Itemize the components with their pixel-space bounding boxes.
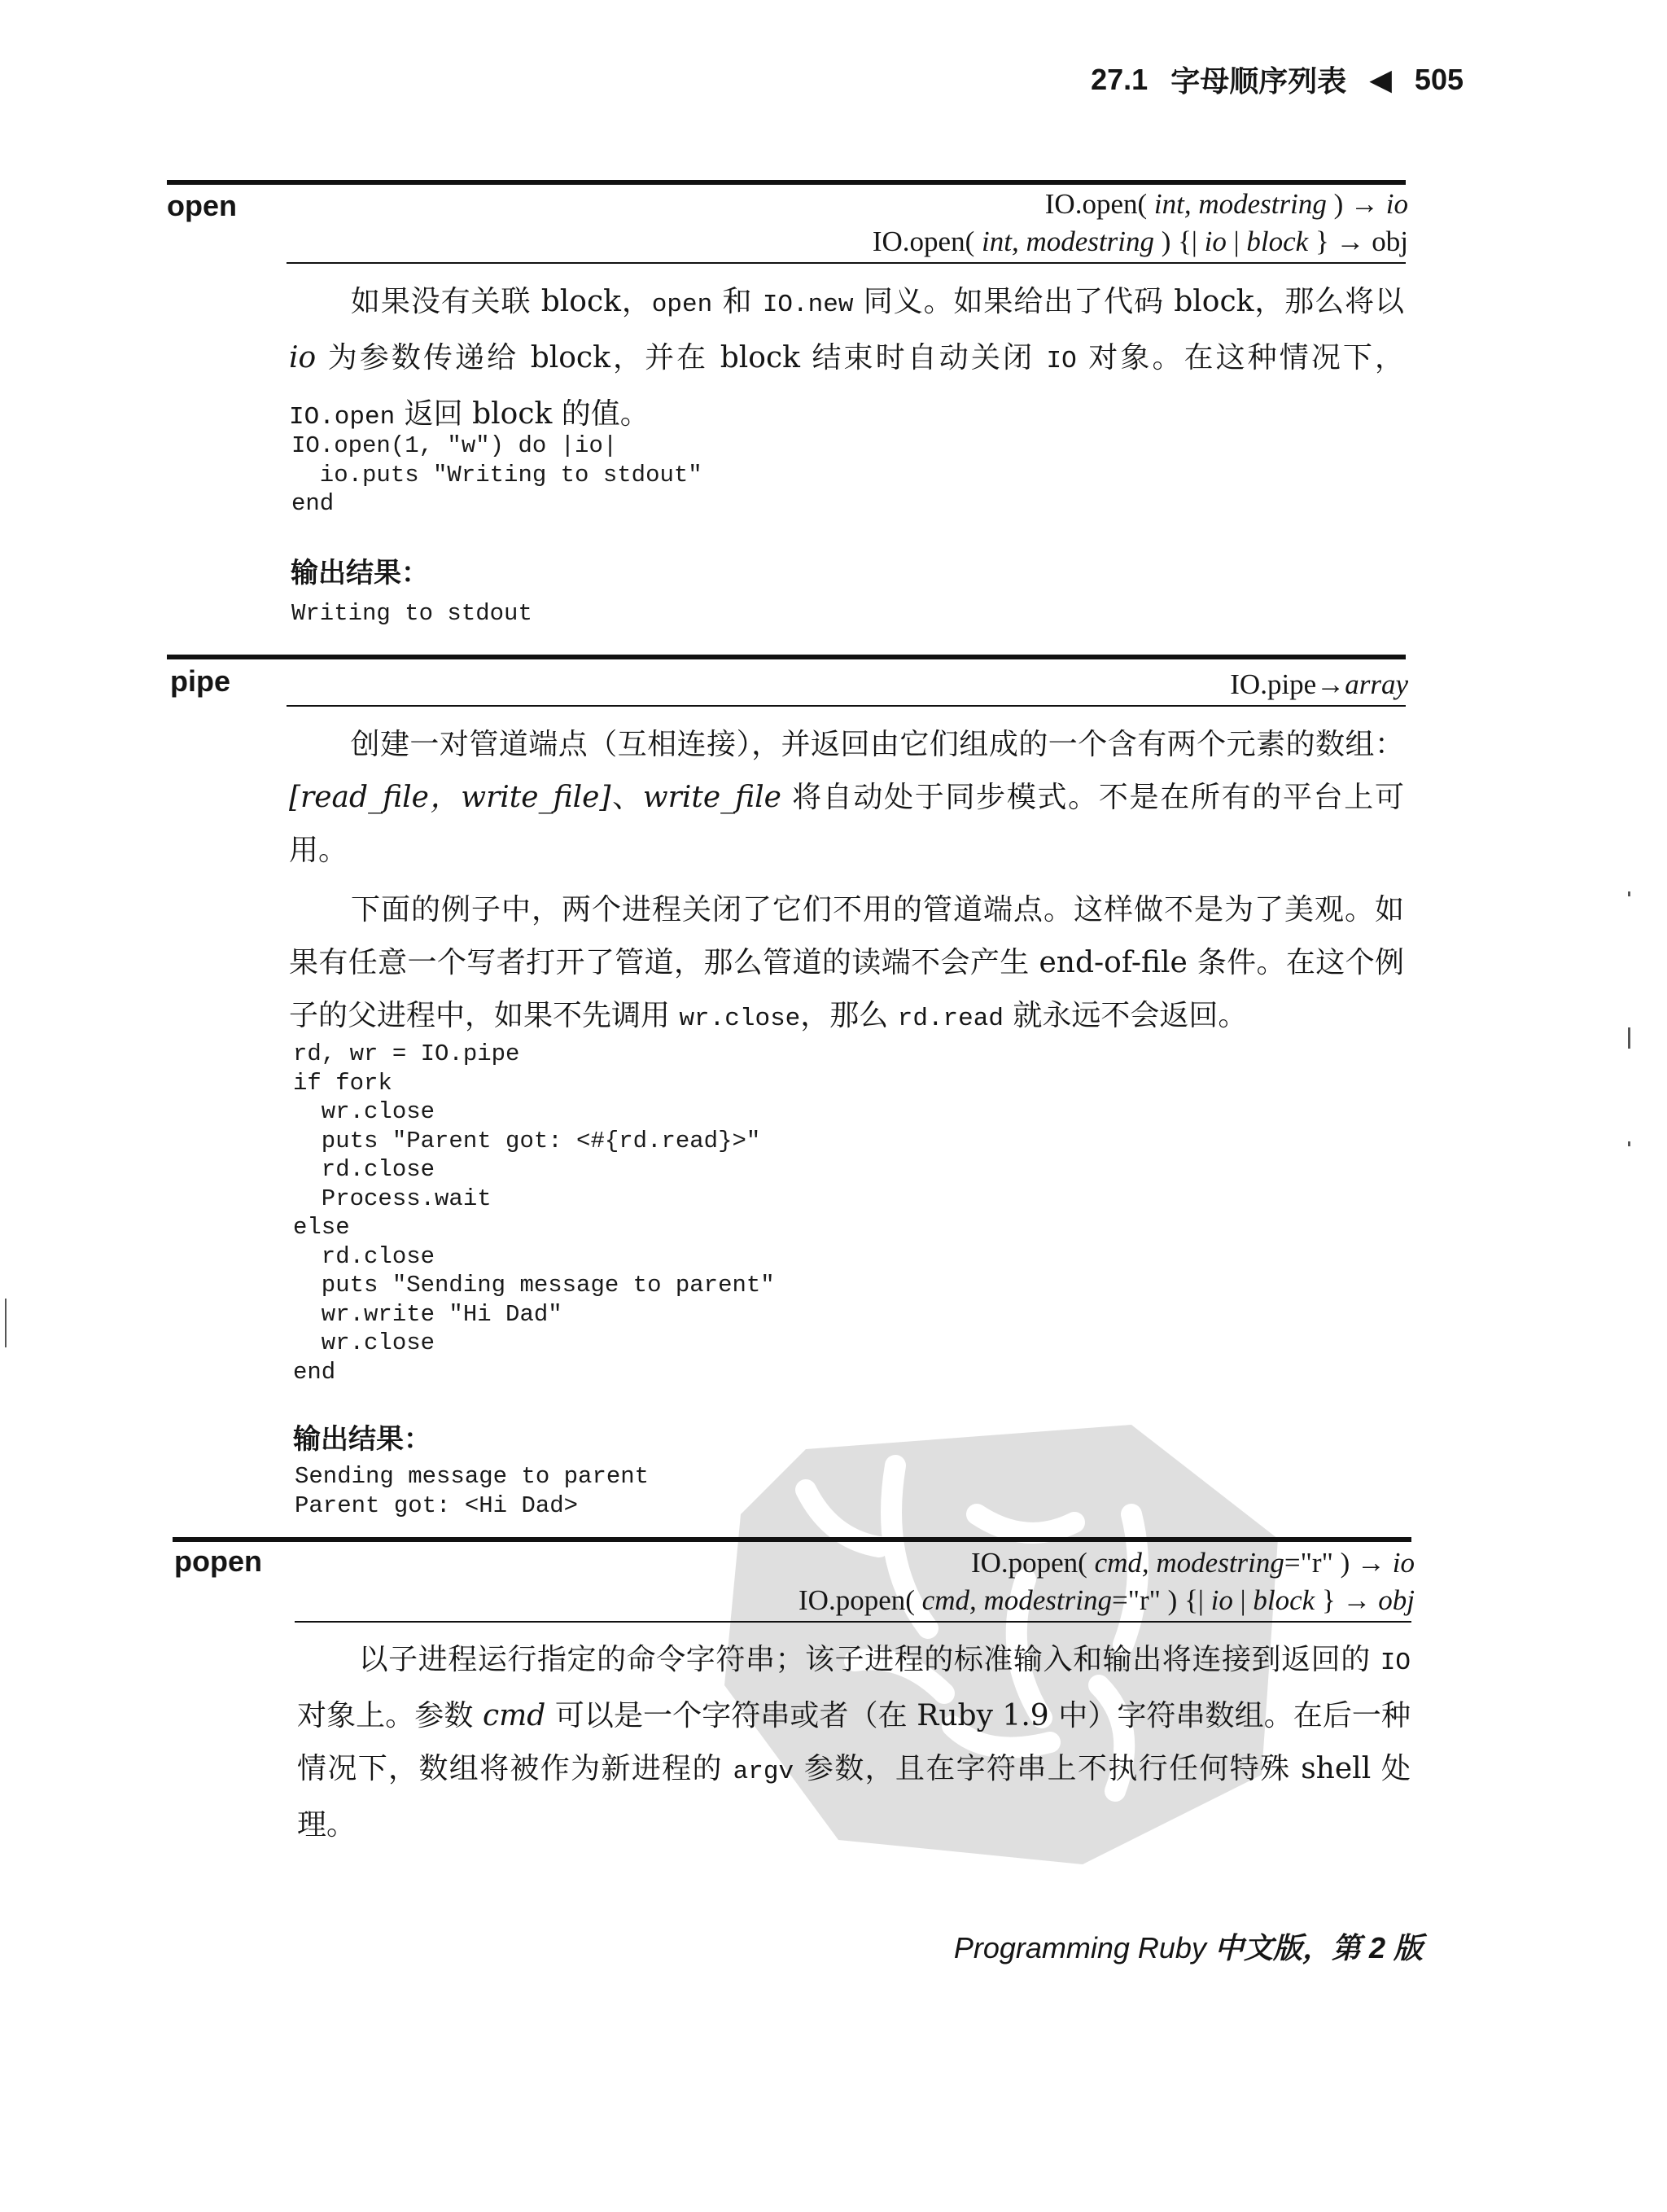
entry-rule-top <box>167 180 1406 185</box>
signature-rule <box>287 262 1406 264</box>
scan-speck <box>5 1299 7 1347</box>
signature-pipe: IO.pipe→array <box>1230 668 1408 700</box>
description-popen: 以子进程运行指定的命令字符串；该子进程的标准输入和输出将连接到返回的 IO 对象上。参数 cmd 可以是一个字符串或者（在 Ruby 1.9 中）字符串数组。在后一种情况下，数组将被作为新进程的 argv 参数，且在字符串上不执行任何特殊 shell 处理。 <box>297 1643 1411 1842</box>
signature-line-2: IO.open( int, modestring ) {| io | block } → obj <box>872 226 1408 257</box>
signature-rule <box>295 1621 1411 1623</box>
description-pipe-2: 下面的例子中，两个进程关闭了它们不用的管道端点。这样做不是为了美观。如果有任意一个写者打开了管道，那么管道的读端不会产生 end-of-file 条件。在这个例子的父进程中，如果不先调用 wr.close，那么 rd.read 就永远不会返回。 <box>289 893 1404 1033</box>
output-label-pipe: 输出结果： <box>293 1423 431 1456</box>
page-footer <box>954 1925 1423 1967</box>
description-pipe-1: 创建一对管道端点（互相连接），并返回由它们组成的一个含有两个元素的数组：[read_file，write_file]、write_file 将自动处于同步模式。不是在所有的平台上可用。 <box>289 728 1404 867</box>
signature-popen <box>357 1544 1415 1619</box>
entry-name-pipe: pipe <box>170 664 231 698</box>
code-example-open: IO.open(1, "w") do |io| io.puts "Writing to stdout" end <box>291 432 702 517</box>
entry-rule-top <box>167 655 1406 659</box>
output-label-open: 输出结果： <box>291 557 429 589</box>
signature-rule <box>287 705 1406 707</box>
entry-name-popen: popen <box>174 1544 262 1578</box>
description-open: 如果没有关联 block，open 和 IO.new 同义。如果给出了代码 block，那么将以 io 为参数传递给 block，并在 block 结束时自动关闭 IO 对象。在这种情况下，IO.open 返回 block 的值。 <box>289 285 1405 431</box>
scan-speck <box>1628 1141 1630 1146</box>
section-number: 27.1 <box>1091 62 1149 96</box>
signature-open <box>350 186 1408 261</box>
footer-book-title: Programming Ruby <box>953 1931 1214 1965</box>
output-open: Writing to stdout <box>291 600 532 627</box>
signature-line-1: IO.open( int, modestring ) → io <box>1044 188 1408 220</box>
signature-line-2: IO.popen( cmd, modestring="r" ) {| io | block } → obj <box>798 1584 1415 1616</box>
page-number: 505 <box>1414 62 1464 96</box>
running-header <box>1091 59 1464 100</box>
signature-line-1: IO.popen( cmd, modestring="r" ) → io <box>970 1547 1415 1579</box>
code-example-pipe: rd, wr = IO.pipe if fork wr.close puts "Parent got: <#{rd.read}>" rd.close Process.wait else rd.close puts "Sending message to parent" wr.write "Hi Dad" wr.close end <box>293 1040 775 1386</box>
triangle-marker-icon: ◀ <box>1369 62 1392 96</box>
scan-speck <box>1628 891 1630 896</box>
section-title: 字母顺序列表 <box>1170 64 1347 98</box>
output-pipe: Sending message to parent Parent got: <Hi Dad> <box>295 1463 650 1519</box>
scan-speck <box>1628 1027 1630 1049</box>
entry-rule-top <box>173 1537 1411 1542</box>
entry-name-open: open <box>167 189 237 222</box>
footer-edition: 中文版，第 2 版 <box>1214 1931 1423 1965</box>
